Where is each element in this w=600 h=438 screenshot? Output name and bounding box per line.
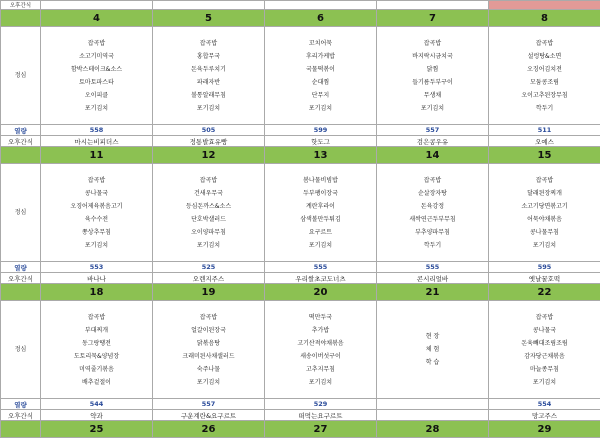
next-week-date: 26 [153, 421, 265, 438]
menu-item: 단무지 [265, 89, 376, 102]
date-row-label-cell [1, 284, 41, 301]
day-date: 12 [153, 147, 265, 164]
calorie-value: 558 [41, 125, 153, 136]
lunch-menu-cell [265, 301, 377, 399]
snack-value: 콘시리얼바 [377, 273, 489, 284]
snack-value: 떠먹는요구르트 [265, 410, 377, 421]
day-date: 13 [265, 147, 377, 164]
row-label-lunch: 정심 [1, 164, 41, 262]
menu-item: 포기김치 [153, 239, 264, 252]
menu-item: 학 습 [377, 356, 488, 369]
menu-item: 파래자반 [153, 76, 264, 89]
snack-value: 오예스 [489, 136, 600, 147]
menu-item: 잡곡밥 [377, 174, 488, 187]
menu-item: 돈육두루치기 [153, 63, 264, 76]
menu-item: 잡곡밥 [489, 174, 600, 187]
menu-item: 소고기미역국 [41, 50, 152, 63]
menu-item: 콩나물무침 [489, 226, 600, 239]
row-label-kcal: 열량 [1, 399, 41, 410]
calorie-row [1, 125, 600, 136]
menu-item: 돈육강정 [377, 200, 488, 213]
menu-item: 등심돈까스&소스 [153, 200, 264, 213]
row-label-lunch: 정심 [1, 301, 41, 399]
lunch-menu-cell [41, 27, 153, 125]
menu-item: 닭볶음탕 [153, 337, 264, 350]
menu-item: 홍합무국 [153, 50, 264, 63]
lunch-menu-cell [153, 27, 265, 125]
snack-value: 우리쌀초코도너츠 [265, 273, 377, 284]
menu-item: 콩나물국 [41, 187, 152, 200]
menu-item: 새싹연근두부무침 [377, 213, 488, 226]
lunch-menu-cell [265, 27, 377, 125]
menu-item: 도토리묵&양념장 [41, 350, 152, 363]
menu-item: 바지락시금치국 [377, 50, 488, 63]
row-label-kcal: 열량 [1, 262, 41, 273]
row-label-snack-top: 오후간식 [1, 1, 41, 10]
menu-item: 숙주나물 [153, 363, 264, 376]
menu-item: 부추양파무침 [377, 226, 488, 239]
calorie-value: 599 [265, 125, 377, 136]
lunch-menu-cell [41, 164, 153, 262]
menu-item: 들기름두부구이 [377, 76, 488, 89]
menu-item: 마늘종무침 [489, 363, 600, 376]
menu-item: 잡곡밥 [153, 37, 264, 50]
menu-item: 동그랑땡전 [41, 337, 152, 350]
menu-item: 계란후라이 [265, 200, 376, 213]
row-label-lunch: 정심 [1, 27, 41, 125]
menu-item: 꼬치어묵 [265, 37, 376, 50]
menu-item: 포기김치 [265, 239, 376, 252]
prev-cell-4 [377, 1, 489, 10]
calorie-value: 557 [377, 125, 489, 136]
menu-item: 포기김치 [41, 102, 152, 115]
row-label-snack: 오후간식 [1, 410, 41, 421]
menu-item: 포기김치 [153, 376, 264, 389]
next-week-date: 25 [41, 421, 153, 438]
next-week-date: 29 [489, 421, 600, 438]
prev-cell-3 [265, 1, 377, 10]
day-date: 18 [41, 284, 153, 301]
menu-item: 육수수전 [41, 213, 152, 226]
menu-item: 새송이버섯구이 [265, 350, 376, 363]
snack-value: 정통발효유빵 [153, 136, 265, 147]
menu-item: 소고기당면볶고기 [489, 200, 600, 213]
menu-item: 깍두기 [489, 102, 600, 115]
menu-item: 체 험 [377, 343, 488, 356]
menu-item: 단호박샐러드 [153, 213, 264, 226]
menu-item: 함박스테이크&소스 [41, 63, 152, 76]
menu-item: 고추지무침 [265, 363, 376, 376]
menu-item: 추가밥 [265, 324, 376, 337]
lunch-menu-cell [489, 27, 600, 125]
day-date: 19 [153, 284, 265, 301]
menu-table-body [1, 1, 600, 438]
menu-item: 포기김치 [153, 102, 264, 115]
lunch-menu-cell [377, 301, 489, 399]
previous-week-partial-row [1, 1, 600, 10]
lunch-menu-row [1, 27, 600, 125]
lunch-menu-cell [153, 164, 265, 262]
lunch-menu-cell [489, 164, 600, 262]
menu-item: 포기김치 [41, 239, 152, 252]
menu-item: 잡곡밥 [153, 174, 264, 187]
menu-item: 어묵야채볶음 [489, 213, 600, 226]
menu-item: 떡만두국 [265, 311, 376, 324]
date-row [1, 284, 600, 301]
calorie-value: 505 [153, 125, 265, 136]
snack-value: 바나나 [41, 273, 153, 284]
calorie-value: 544 [41, 399, 153, 410]
calorie-value: 557 [153, 399, 265, 410]
menu-item: 봄나물비빔밥 [265, 174, 376, 187]
menu-item: 고기산적야채볶음 [265, 337, 376, 350]
next-week-date: 27 [265, 421, 377, 438]
menu-item: 잡곡밥 [377, 37, 488, 50]
snack-value: 옛날꿀호떡 [489, 273, 600, 284]
snack-value: 약과 [41, 410, 153, 421]
menu-item: 잡곡밥 [41, 311, 152, 324]
menu-item: 크래미된사채샐러드 [153, 350, 264, 363]
menu-item: 배추겉절이 [41, 376, 152, 389]
menu-item: 토마토파스타 [41, 76, 152, 89]
menu-item: 포기김치 [265, 102, 376, 115]
day-date: 4 [41, 10, 153, 27]
calorie-value: 529 [265, 399, 377, 410]
menu-item: 쫑상추무침 [41, 226, 152, 239]
calorie-value: 555 [265, 262, 377, 273]
date-row [1, 10, 600, 27]
menu-item: 잡곡밥 [489, 311, 600, 324]
snack-value: 검은콩우유 [377, 136, 489, 147]
lunch-menu-cell [153, 301, 265, 399]
snack-value: 오렌지주스 [153, 273, 265, 284]
prev-cell-1 [41, 1, 153, 10]
menu-item: 잡곡밥 [41, 174, 152, 187]
snack-value [377, 410, 489, 421]
prev-cell-5-highlight [489, 1, 600, 10]
calorie-row [1, 399, 600, 410]
day-date: 8 [489, 10, 600, 27]
menu-item: 잡곡밥 [489, 37, 600, 50]
lunch-menu-cell [265, 164, 377, 262]
date-row [1, 147, 600, 164]
menu-item: 감자당근채볶음 [489, 350, 600, 363]
day-date: 15 [489, 147, 600, 164]
snack-row [1, 273, 600, 284]
menu-item: 순살장자탕 [377, 187, 488, 200]
menu-item: 오이고추된장무침 [489, 89, 600, 102]
calorie-row [1, 262, 600, 273]
menu-item: 요구르트 [265, 226, 376, 239]
row-label-kcal: 열량 [1, 125, 41, 136]
day-date: 22 [489, 284, 600, 301]
menu-item: 오징어제육볶음고기 [41, 200, 152, 213]
calorie-value: 525 [153, 262, 265, 273]
date-row-label-cell [1, 147, 41, 164]
menu-item: 잡곡밥 [153, 311, 264, 324]
calorie-value: 555 [377, 262, 489, 273]
menu-item: 현 장 [377, 330, 488, 343]
menu-item: 잡곡밥 [41, 37, 152, 50]
menu-item: 얼갈이된장국 [153, 324, 264, 337]
menu-item: 포기김치 [489, 239, 600, 252]
menu-item: 순대찜 [265, 76, 376, 89]
snack-row [1, 410, 600, 421]
snack-value: 핫도그 [265, 136, 377, 147]
day-date: 7 [377, 10, 489, 27]
menu-item: 돈육빼대조림조림 [489, 337, 600, 350]
menu-item: 닭찜 [377, 63, 488, 76]
menu-item: 볼통알래무침 [153, 89, 264, 102]
snack-value: 망고주스 [489, 410, 600, 421]
lunch-menu-cell [377, 27, 489, 125]
menu-item: 삼색볼만두튀김 [265, 213, 376, 226]
calorie-value [377, 399, 489, 410]
menu-item: 포기김치 [377, 102, 488, 115]
lunch-menu-cell [41, 301, 153, 399]
menu-item: 콩나물국 [489, 324, 600, 337]
day-date: 20 [265, 284, 377, 301]
calorie-value: 554 [489, 399, 600, 410]
day-date: 21 [377, 284, 489, 301]
menu-item: 오이피클 [41, 89, 152, 102]
menu-item: 오이양파무침 [153, 226, 264, 239]
next-week-date: 28 [377, 421, 489, 438]
menu-item: 건새우무국 [153, 187, 264, 200]
menu-item: 무생채 [377, 89, 488, 102]
calorie-value: 595 [489, 262, 600, 273]
lunch-menu-cell [489, 301, 600, 399]
menu-item: 오징어김치전 [489, 63, 600, 76]
menu-item: 설렁탕&소면 [489, 50, 600, 63]
menu-item: 부대찌개 [41, 324, 152, 337]
day-date: 6 [265, 10, 377, 27]
snack-value: 마시는비피더스 [41, 136, 153, 147]
menu-item: 포기김치 [265, 376, 376, 389]
menu-item: 포기김치 [489, 376, 600, 389]
day-date: 14 [377, 147, 489, 164]
next-week-date-row [1, 421, 600, 438]
calorie-value: 553 [41, 262, 153, 273]
lunch-menu-row [1, 301, 600, 399]
menu-item: 국물떡볶이 [265, 63, 376, 76]
date-row-label-cell [1, 10, 41, 27]
row-label-snack: 오후간식 [1, 273, 41, 284]
snack-value: 구운계란&요구르트 [153, 410, 265, 421]
lunch-menu-row [1, 164, 600, 262]
menu-item: 두부팽이장국 [265, 187, 376, 200]
menu-item: 깍두기 [377, 239, 488, 252]
menu-item: 달래된장찌개 [489, 187, 600, 200]
snack-row [1, 136, 600, 147]
calorie-value: 511 [489, 125, 600, 136]
lunch-menu-cell [377, 164, 489, 262]
prev-cell-2 [153, 1, 265, 10]
menu-item: 후리가케밥 [265, 50, 376, 63]
menu-item: 미역줄기볶음 [41, 363, 152, 376]
menu-item: 모둠콩조림 [489, 76, 600, 89]
next-week-label-cell [1, 421, 41, 438]
row-label-snack: 오후간식 [1, 136, 41, 147]
day-date: 5 [153, 10, 265, 27]
day-date: 11 [41, 147, 153, 164]
